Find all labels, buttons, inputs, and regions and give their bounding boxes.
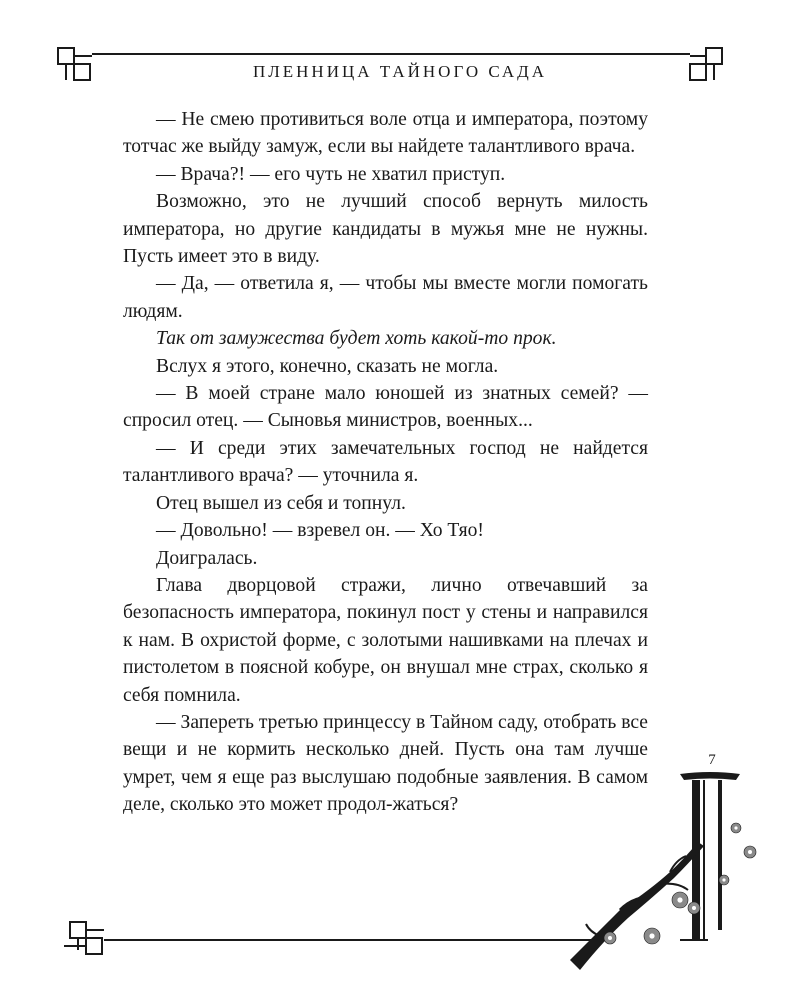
paragraph: — Не смею противиться воле отца и императора, поэтому тотчас же выйду замуж, если вы найдете талантливого врача. [123, 109, 648, 158]
corner-knot-bottom-left-icon [64, 922, 104, 954]
paragraph: Доигралась. [156, 547, 258, 569]
running-title: ПЛЕННИЦА ТАЙНОГО САДА [252, 62, 548, 81]
paragraph: — Запереть третью принцессу в Тайном саду, отобрать все вещи и не кормить несколько дней. Пусть она там лучше умрет, чем я еще раз выслушаю подобные заявления. В самом деле, сколько это может продол-жаться? [123, 711, 648, 816]
paragraph: — Довольно! — взревел он. — Хо Тяо! [156, 520, 484, 542]
paragraph-italic: Так от замужества будет хоть какой-то прок. [156, 328, 557, 350]
page-number: 7 [708, 752, 716, 768]
body-text [123, 106, 648, 819]
paragraph: Отец вышел из себя и топнул. [156, 492, 406, 514]
paragraph: — Врача?! — его чуть не хватил приступ. [156, 163, 506, 185]
paragraph: — Да, — ответила я, — чтобы мы вместе могли помогать людям. [123, 273, 648, 322]
corner-knot-top-left-icon [58, 48, 92, 80]
paragraph: Глава дворцовой стражи, лично отвечавший за безопасность императора, покинул пост у стены и направился к нам. В охристой форме, с золотыми нашивками на плечах и пистолетом в поясной кобуре, он внушал мне страх, сколько я себя помнила. [123, 574, 648, 706]
corner-knot-top-right-icon [690, 48, 722, 80]
paragraph: — И среди этих замечательных господ не найдется талантливого врача? — уточнила я. [123, 437, 648, 487]
paragraph: — В моей стране мало юношей из знатных семей? — спросил отец. — Сыновья министров, военных... [123, 383, 648, 432]
paragraph: Вслух я этого, конечно, сказать не могла. [156, 355, 499, 377]
blossom-branch-icon [560, 760, 770, 980]
paragraph: Возможно, это не лучший способ вернуть милость императора, но другие кандидаты в мужья мне не нужны. Пусть имеет это в виду. [123, 191, 648, 268]
